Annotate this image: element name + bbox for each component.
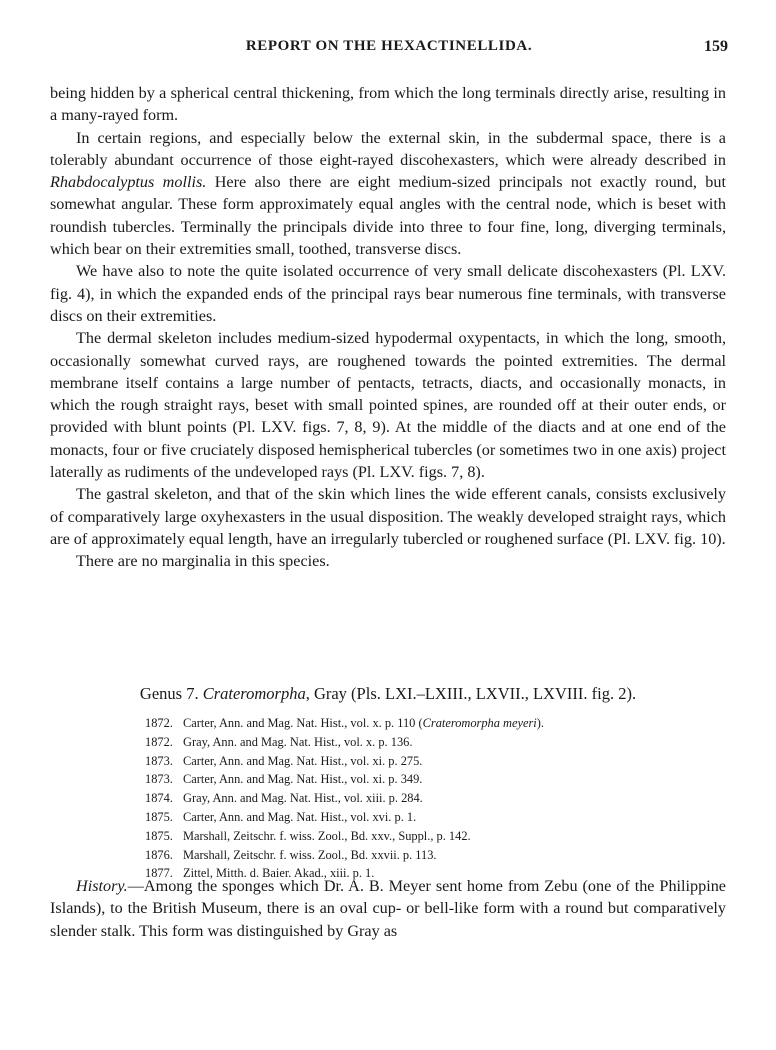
reference-item xyxy=(145,808,705,827)
paragraph-2-end: Here also there are eight medium-sized principals not exactly round, but somewhat angular. These form approximately equal angles with the central node, which is beset with roundish tubercles. Terminally the principals divide into three to four fine, long, diverging terminals, which bear on their extremities small, toothed, transverse discs. xyxy=(50,173,726,259)
paragraph-6: There are no marginalia in this species. xyxy=(76,552,330,571)
running-title: REPORT ON THE HEXACTINELLIDA. xyxy=(245,38,533,54)
reference-year: 1872. xyxy=(145,716,173,730)
reference-species: Crateromorpha meyeri xyxy=(422,716,537,730)
paragraph-3: We have also to note the quite isolated occurrence of very small delicate discohexasters (Pl. LXV. fig. 4), in which the expanded ends of the principal rays bear numerous fine terminals, with transverse discs on their extremities. xyxy=(50,262,726,325)
reference-citation: Gray, Ann. and Mag. Nat. Hist., vol. x. p. 136. xyxy=(183,734,413,749)
reference-citation: Carter, Ann. and Mag. Nat. Hist., vol. xvi. p. 1. xyxy=(183,809,417,824)
reference-year: 1873. xyxy=(145,753,173,768)
reference-item xyxy=(145,714,705,733)
reference-year: 1875. xyxy=(145,809,173,824)
reference-item xyxy=(145,827,705,846)
history-text: —Among the sponges which Dr. A. B. Meyer sent home from Zebu (one of the Philippine Islands), to the British Museum, there is an oval cup- or bell-like form with a round but comparatively slender stalk. This form was distinguished by Gray as xyxy=(50,877,726,940)
genus-name: Crateromorpha xyxy=(202,684,306,703)
history-heading: History. xyxy=(76,877,128,895)
genus-heading xyxy=(50,684,726,704)
paragraph-4: The dermal skeleton includes medium-sized hypodermal oxypentacts, in which the long, smooth, occasionally somewhat curved rays, are roughened towards the pointed extremities. The dermal membrane itself contains a large number of pentacts, tetracts, diacts, and occasionally monacts, in which the rough straight rays, beset with small pointed spines, are rounded off at their outer ends, or provided with blunt points (Pl. LXV. figs. 7, 8, 9). At the middle of the diacts and at one end of the monacts, four or five cruciately disposed hemispherical tubercles (or sometimes two in one axis) project laterally as rudiments of the undeveloped rays (Pl. LXV. figs. 7, 8). xyxy=(50,329,726,482)
paragraph-1: being hidden by a spherical central thickening, from which the long terminals directly arise, resulting in a many-rayed form. xyxy=(50,84,726,125)
body-text xyxy=(50,82,726,573)
paragraph-5: The gastral skeleton, and that of the skin which lines the wide efferent canals, consists exclusively of comparatively large oxyhexasters in the usual disposition. The weakly developed straight rays, which are of approximately equal length, have an irregularly tubercled or roughened surface (Pl. LXV. fig. 10). xyxy=(50,485,726,548)
reference-item xyxy=(145,733,705,752)
reference-citation: Zittel, Mitth. d. Baier. Akad., xiii. p. 1. xyxy=(183,866,375,881)
species-name: Rhabdocalyptus mollis. xyxy=(50,173,207,192)
reference-year: 1876. xyxy=(145,847,173,862)
page-number: 159 xyxy=(704,38,728,55)
reference-item xyxy=(145,846,705,865)
reference-item xyxy=(145,752,705,771)
reference-item xyxy=(145,789,705,808)
reference-citation: Carter, Ann. and Mag. Nat. Hist., vol. x. p. 110 ( xyxy=(183,716,423,730)
reference-citation: Gray, Ann. and Mag. Nat. Hist., vol. xiii. p. 284. xyxy=(183,791,423,806)
reference-item xyxy=(145,770,705,789)
paragraph-2-start: In certain regions, and especially below the external skin, in the subdermal space, there is a tolerably abundant occurrence of those eight-rayed discohexasters, which were already described in xyxy=(50,128,726,169)
reference-citation: Marshall, Zeitschr. f. wiss. Zool., Bd. xxvii. p. 113. xyxy=(183,847,437,862)
genus-prefix: Genus 7. xyxy=(139,684,203,703)
reference-year: 1874. xyxy=(145,791,173,806)
reference-list xyxy=(145,714,705,883)
reference-citation: Marshall, Zeitschr. f. wiss. Zool., Bd. xxv., Suppl., p. 142. xyxy=(183,828,471,843)
reference-year: 1877. xyxy=(145,866,173,881)
paragraph-2 xyxy=(50,127,726,261)
running-header xyxy=(50,38,728,60)
reference-year: 1873. xyxy=(145,772,173,787)
reference-tail: ). xyxy=(536,716,544,730)
history-paragraph xyxy=(50,875,726,942)
reference-citation: Carter, Ann. and Mag. Nat. Hist., vol. xi. p. 349. xyxy=(183,772,423,787)
reference-year: 1875. xyxy=(145,828,173,843)
reference-citation: Carter, Ann. and Mag. Nat. Hist., vol. xi. p. 275. xyxy=(183,753,423,768)
reference-year: 1872. xyxy=(145,734,173,749)
genus-suffix: , Gray (Pls. LXI.–LXIII., LXVII., LXVIII. fig. 2). xyxy=(305,684,637,703)
